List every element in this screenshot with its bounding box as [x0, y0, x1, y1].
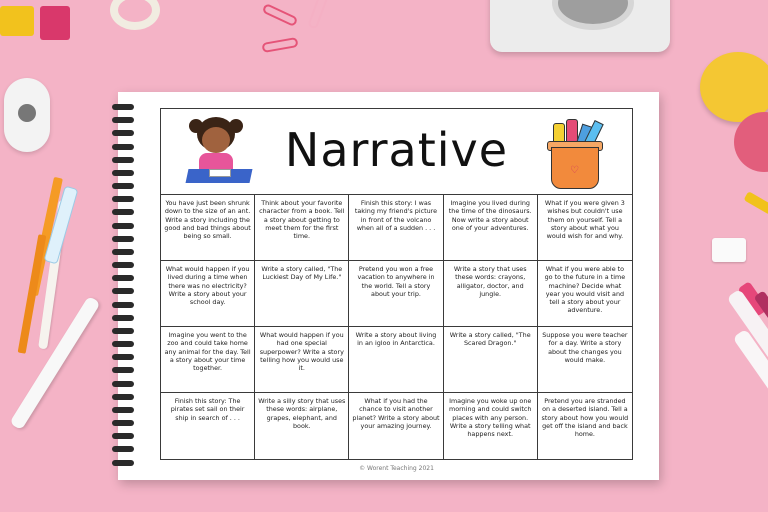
marker-icon: [744, 191, 768, 215]
spiral-ring: [112, 144, 134, 150]
spiral-ring: [112, 170, 134, 176]
prompt-cell: Pretend you are stranded on a deserted island. Tell a story about how you would get off the island and back home.: [541, 397, 629, 439]
spiral-ring: [112, 209, 134, 215]
prompt-cell: Write a story called, "The Luckiest Day of My Life.": [255, 261, 349, 327]
spiral-ring: [112, 446, 134, 452]
prompt-cell: What would happen if you lived during a time when there was no electricity? Write a story about your school day.: [161, 261, 255, 327]
spiral-ring: [112, 460, 134, 466]
copyright-notice: © Worent Teaching 2021: [359, 465, 434, 472]
prompt-cell: Write a story called, "The Scared Dragon.": [444, 327, 538, 393]
paperclip-icon: [262, 3, 299, 27]
spiral-ring: [112, 130, 134, 136]
prompt-cell: Imagine you went to the zoo and could take home any animal for the day. Tell a story about your time together.: [161, 327, 255, 393]
spiral-ring: [112, 341, 134, 347]
spiral-binding: [112, 104, 132, 466]
spiral-ring: [112, 433, 134, 439]
spiral-ring: [112, 328, 134, 334]
spiral-ring: [112, 315, 134, 321]
prompt-cell: Write a silly story that uses these words: airplane, grapes, elephant, and book.: [255, 393, 349, 459]
prompt-cell: What would happen if you had one special superpower? Write a story telling how you would use it.: [255, 327, 349, 393]
spiral-ring: [112, 104, 134, 110]
spiral-ring: [112, 394, 134, 400]
spiral-ring: [112, 223, 134, 229]
prompt-cell: Finish this story: The pirates set sail on their ship in search of . . .: [161, 393, 255, 459]
prompt-cell: Imagine you woke up one morning and could switch places with any person. Write a story telling what happens next.: [444, 393, 538, 459]
eraser-icon: [4, 78, 50, 152]
binder-clip-icon: [712, 238, 746, 262]
spiral-ring: [112, 407, 134, 413]
spiral-ring: [112, 196, 134, 202]
pencil-cup-icon: ♡: [547, 119, 605, 189]
spiral-ring: [112, 420, 134, 426]
spiral-ring: [112, 381, 134, 387]
worksheet-title: Narrative: [284, 123, 509, 177]
binder-clip-icon: [0, 6, 34, 36]
prompt-cell: What if you were given 3 wishes but couldn't use them on yourself. Tell a story about what you would wish for and why.: [538, 195, 632, 261]
spiral-ring: [112, 117, 134, 123]
scissors-icon: [110, 0, 160, 30]
prompt-cell: Write a story that uses these words: crayons, alligator, doctor, and jungle.: [444, 261, 538, 327]
paperclip-icon: [307, 0, 329, 30]
prompt-grid: [161, 195, 632, 459]
spiral-ring: [112, 236, 134, 242]
binder-clip-icon: [40, 6, 70, 40]
prompt-cell: Finish this story: I was taking my friend's picture in front of the volcano when all of a sudden . . .: [349, 195, 443, 261]
prompt-cell: What if you were able to go to the future in a time machine? Decide what year you would visit and tell a story about your adventure.: [538, 261, 632, 327]
camera-icon: [490, 0, 670, 52]
spiral-ring: [112, 262, 134, 268]
prompt-cell: Think about your favorite character from a book. Tell a story about getting to meet them for the first time.: [255, 195, 349, 261]
spiral-ring: [112, 302, 134, 308]
worksheet-header: [161, 109, 632, 195]
prompt-cell: You have just been shrunk down to the size of an ant. Write a story including the good and bad things about being so small.: [161, 195, 255, 261]
spiral-ring: [112, 249, 134, 255]
spiral-ring: [112, 354, 134, 360]
spiral-ring: [112, 183, 134, 189]
prompt-cell: What if you had the chance to visit another planet? Write a story about your amazing journey.: [349, 393, 443, 459]
spiral-ring: [112, 157, 134, 163]
spiral-ring: [112, 367, 134, 373]
spiral-ring: [112, 275, 134, 281]
worksheet-page: [160, 108, 633, 460]
spiral-ring: [112, 288, 134, 294]
prompt-cell: Write a story about living in an igloo in Antarctica.: [349, 327, 443, 393]
prompt-cell: Pretend you won a free vacation to anywhere in the world. Tell a story about your trip.: [349, 261, 443, 327]
paperclip-icon: [261, 37, 298, 53]
prompt-cell: Imagine you lived during the time of the dinosaurs. Now write a story about one of your adventures.: [444, 195, 538, 261]
prompt-cell: Suppose you were teacher for a day. Write a story about the changes you would make.: [538, 327, 632, 393]
